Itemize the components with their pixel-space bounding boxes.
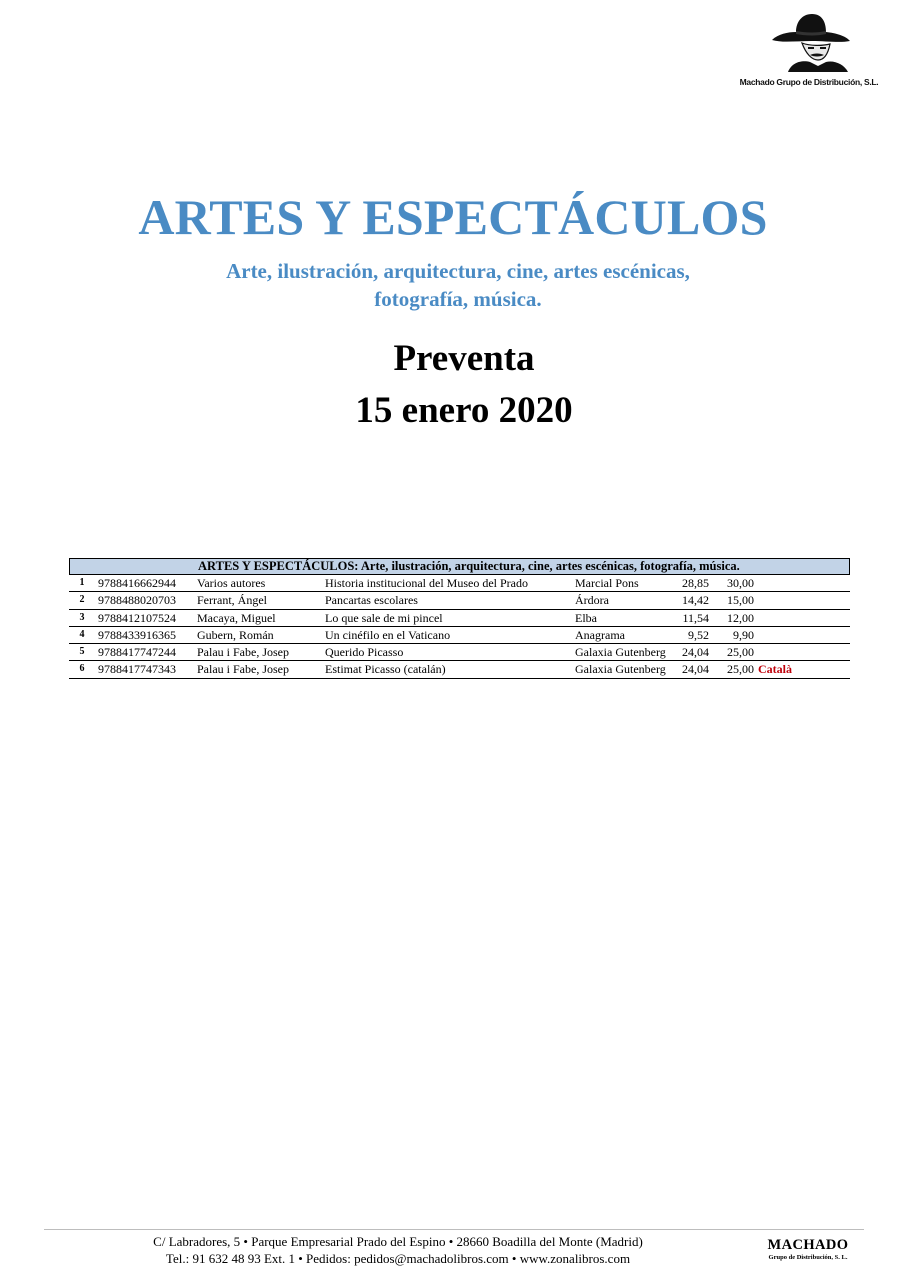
row-isbn: 9788416662944 [98,576,176,590]
company-logo [735,10,883,92]
row-author: Varios autores [197,576,266,590]
row-author: Ferrant, Ángel [197,593,267,608]
row-author: Macaya, Miguel [197,610,276,625]
row-number: 6 [79,663,85,675]
table-row [69,575,850,592]
subtitle-line-2: fotografía, música. [374,287,542,311]
presale-label: Preventa [393,338,535,379]
row-title: Un cinéfilo en el Vaticano [325,627,451,642]
table-row [69,610,850,627]
row-net-price: 14,42 [682,593,709,608]
catalog-table [69,558,850,679]
footer-address: C/ Labradores, 5 • Parque Empresarial Prado del Espino • 28660 Boadilla del Monte (Madrid) [153,1234,643,1249]
row-net-price: 24,04 [682,662,709,677]
row-number: 1 [79,577,85,588]
table-row [69,644,850,661]
footer-brand [758,1237,858,1262]
row-title: Lo que sale de mi pincel [325,610,443,625]
row-language-note: Català [758,662,792,677]
logo-caption: Machado Grupo de Distribución, S.L. [739,77,879,87]
row-net-price: 9,52 [688,627,709,642]
row-retail-price: 30,00 [727,576,754,590]
row-number: 4 [79,628,85,640]
row-publisher: Marcial Pons [575,576,639,590]
row-retail-price: 25,00 [727,662,754,677]
row-isbn: 9788417747343 [98,662,176,677]
row-title: Querido Picasso [325,645,404,660]
row-title: Historia institucional del Museo del Prado [325,576,528,590]
row-author: Palau i Fabe, Josep [197,662,289,677]
footer-divider [44,1229,864,1230]
row-author: Palau i Fabe, Josep [197,645,289,660]
row-retail-price: 15,00 [727,593,754,608]
row-number: 3 [79,611,85,623]
row-isbn: 9788412107524 [98,610,176,625]
row-publisher: Árdora [575,593,609,608]
row-retail-price: 25,00 [727,645,754,660]
page-title: ARTES Y ESPECTÁCULOS [138,189,768,245]
subtitle-line-1: Arte, ilustración, arquitectura, cine, artes escénicas, [226,259,690,283]
row-author: Gubern, Román [197,627,274,642]
catalog-rows [69,575,850,679]
row-number: 2 [79,594,85,606]
row-net-price: 11,54 [682,610,709,625]
row-net-price: 28,85 [682,576,709,590]
hat-portrait-icon [766,10,852,72]
row-isbn: 9788417747244 [98,645,176,660]
row-title: Pancartas escolares [325,593,418,608]
row-publisher: Elba [575,610,597,625]
row-net-price: 24,04 [682,645,709,660]
footer-phone-email-web: Tel.: 91 632 48 93 Ext. 1 • Pedidos: pedidos@machadolibros.com • www.zonalibros.com [165,1251,631,1266]
row-title: Estimat Picasso (catalán) [325,662,446,677]
row-retail-price: 12,00 [727,610,754,625]
footer-contact [60,1233,736,1267]
page-subtitle [0,257,906,313]
row-isbn: 9788488020703 [98,593,176,608]
footer-brand-name: MACHADO [767,1237,849,1253]
row-publisher: Galaxia Gutenberg [575,645,666,660]
presale-date: 15 enero 2020 [355,390,573,431]
catalog-header: ARTES Y ESPECTÁCULOS: Arte, ilustración, arquitectura, cine, artes escénicas, fotografía, música. [69,558,850,575]
presale-block [0,333,906,437]
row-publisher: Galaxia Gutenberg [575,662,666,677]
footer-brand-subtitle: Grupo de Distribución, S. L. [768,1254,848,1261]
row-number: 5 [79,646,85,658]
table-row [69,627,850,644]
row-publisher: Anagrama [575,627,625,642]
row-retail-price: 9,90 [733,627,754,642]
table-row [69,592,850,609]
row-isbn: 9788433916365 [98,627,176,642]
table-row [69,661,850,678]
